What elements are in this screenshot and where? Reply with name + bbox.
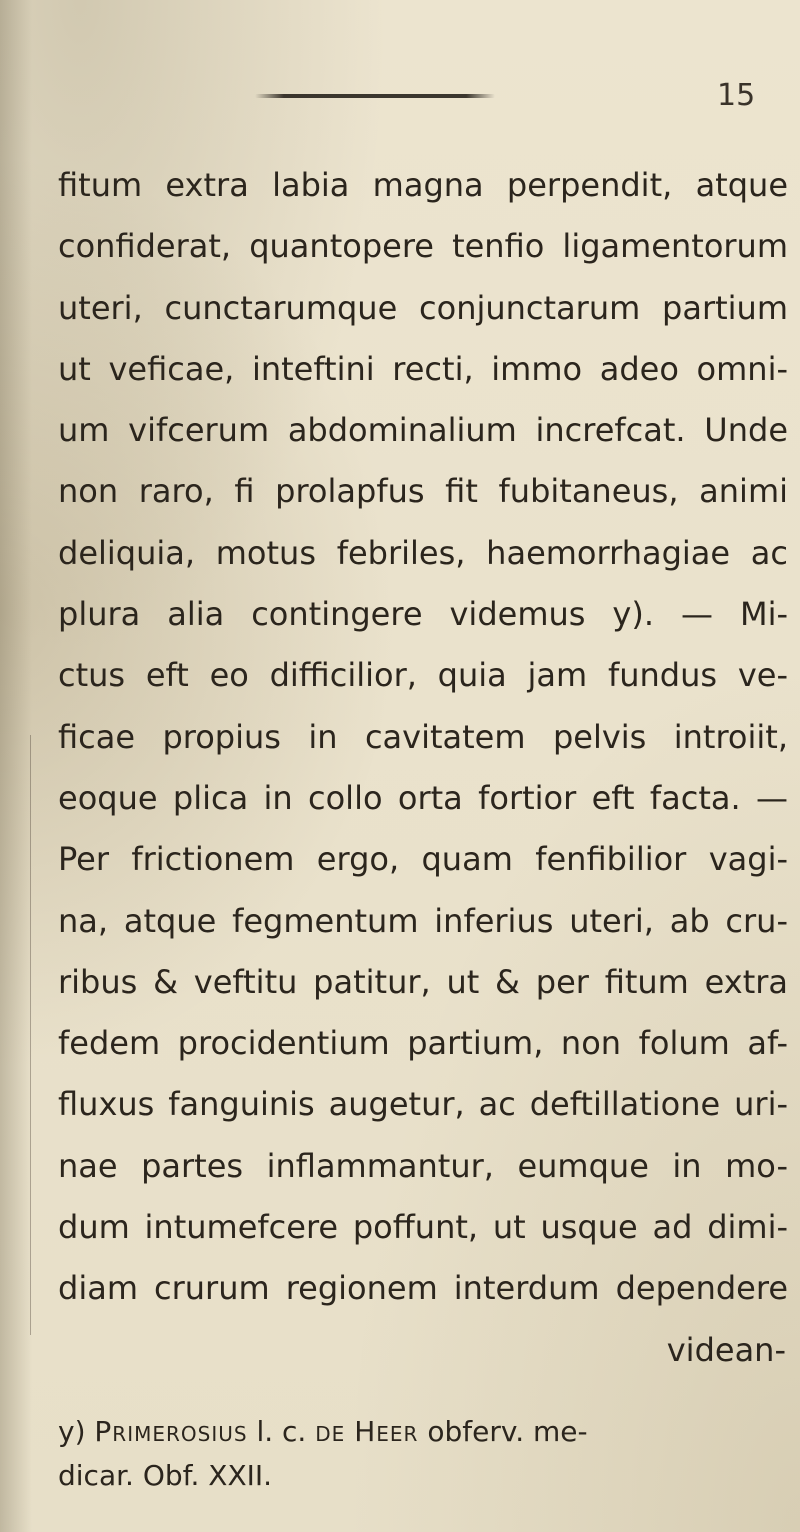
- text-line: fluxus fanguinis augetur, ac deftillatione uri-: [58, 1085, 788, 1124]
- margin-crease: [30, 735, 31, 1335]
- footnote-particle: de: [315, 1415, 346, 1448]
- text-line: fedem procidentium partium, non folum af-: [58, 1024, 788, 1063]
- footnote-name: Heer: [354, 1415, 419, 1448]
- text-line: nae partes inflammantur, eumque in mo-: [58, 1146, 788, 1185]
- footnote-line1-tail: obferv. me-: [427, 1415, 588, 1448]
- text-line: ctus eft eo difficilior, quia jam fundus ve-: [58, 656, 788, 695]
- body-text: [58, 155, 788, 1381]
- text-line: plura alia contingere videmus y). — Mi-: [58, 595, 788, 634]
- page-edge-shadow: [0, 0, 32, 1532]
- text-line: ficae propius in cavitatem pelvis introiit,: [58, 717, 788, 756]
- footnote-author: Primerosius: [94, 1415, 248, 1448]
- footnote-line-2: dicar. Obf. XXII.: [58, 1459, 273, 1492]
- text-line: na, atque fegmentum inferius uteri, ab cru-: [58, 901, 788, 940]
- text-line: confiderat, quantopere tenfio ligamentorum: [58, 227, 788, 266]
- footnote: [58, 1410, 788, 1498]
- footnote-ref: l. c.: [256, 1415, 307, 1448]
- footnote-marker: y): [58, 1415, 86, 1448]
- catchword: videan-: [666, 1330, 786, 1369]
- text-line: fitum extra labia magna perpendit, atque: [58, 166, 788, 204]
- text-line: eoque plica in collo orta fortior eft facta. —: [58, 778, 788, 817]
- text-line: diam crurum regionem interdum dependere: [58, 1269, 788, 1308]
- text-line: um vifcerum abdominalium increfcat. Unde: [58, 411, 788, 450]
- text-line: deliquia, motus febriles, haemorrhagiae ac: [58, 533, 788, 572]
- text-line: ut veficae, inteftini recti, immo adeo omni-: [58, 349, 788, 388]
- text-line: ribus & veftitu patitur, ut & per fitum extra: [58, 962, 788, 1001]
- text-line: dum intumefcere poffunt, ut usque ad dimi-: [58, 1208, 788, 1247]
- text-line: non raro, fi prolapfus fit fubitaneus, animi: [58, 472, 788, 511]
- text-line: uteri, cunctarumque conjunctarum partium: [58, 288, 788, 327]
- text-line: Per frictionem ergo, quam fenfibilior vagi-: [58, 840, 788, 879]
- footnote-line-1: [58, 1410, 788, 1454]
- header-rule: [255, 94, 495, 98]
- page-number: 15: [717, 78, 756, 113]
